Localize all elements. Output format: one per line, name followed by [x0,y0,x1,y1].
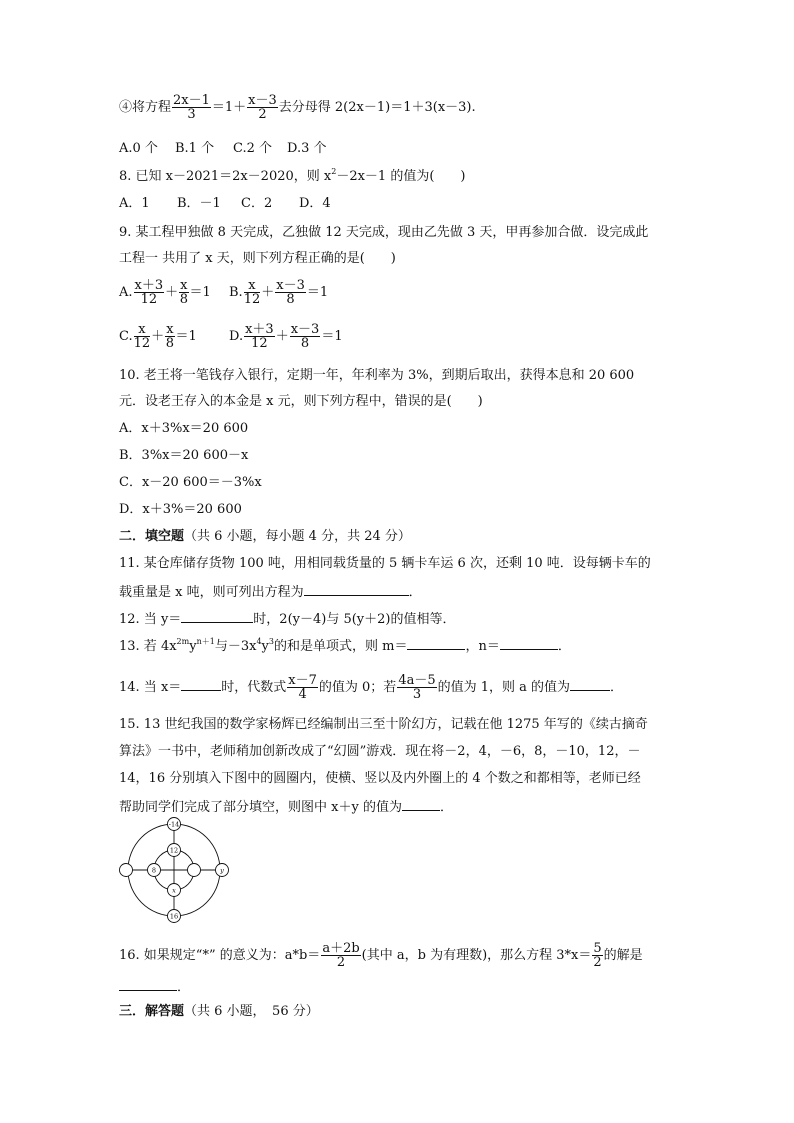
q15-line2: 算法》一书中，老师稍加创新改成了“幻圆”游戏．现在将－2，4，－6，8，－10，12，－ [119,744,641,759]
section-3-heading: 三．解答题（共 6 小题， 56 分） [119,1004,319,1019]
section-2-heading: 二．填空题（共 6 小题，每小题 4 分，共 24 分） [119,529,411,544]
option-c: C．2 [241,196,273,211]
q11-line1: 11. 某仓库储存货物 100 吨，用相同载货量的 5 辆卡车运 6 次，还剩 10 吨．设每辆卡车的 [119,556,651,571]
q9-line2: 工程一 共用了 x 天，则下列方程正确的是( ) [119,251,396,266]
answer-blank-a[interactable] [570,678,610,691]
q10-option-c: C．x－20 600＝－3%x [119,475,262,490]
option-c: C. $\frac{x}{12}$ ＋ $\frac{x}{8}$ ＝1 [119,322,197,351]
answer-blank-m[interactable] [407,637,465,650]
fraction: $\frac{4a-5}{3}$ [398,673,436,702]
option-a: A.0 个 [119,141,158,156]
q10-line1: 10. 老王将一笔钱存入银行，定期一年，年利率为 3%，到期后取出，获得本息和 20 600 [119,368,635,383]
q7-item4: ④将方程 $\frac{2x-1}{3}$ ＝1＋ $\frac{x-3}{2}$ 去分母得 2(2x－1)＝1＋3(x－3). [119,93,476,122]
magic-circle-figure [118,816,232,924]
node-outer-left [120,864,133,877]
answer-blank[interactable] [402,798,440,811]
option-b: B. $\frac{x}{12}$ ＋ $\frac{x-3}{8}$ ＝1 [229,278,329,307]
q10-option-d: D．x＋3%＝20 600 [119,502,242,517]
q9-options-cd [119,323,343,350]
q14: 14. 当 x＝ 时，代数式 $\frac{x-7}{4}$ 的值为 0；若 $\frac{4a-5}{3}$ 的值为 1，则 a 的值为 ． [119,673,624,702]
answer-blank[interactable] [119,978,177,991]
q15-line1: 15. 13 世纪我国的数学家杨辉已经编制出三至十阶幻方，记载在他 1275 年写的《续古摘奇 [119,717,648,732]
q8-options [119,196,331,212]
option-d: D．4 [299,196,331,211]
q15-line4: 帮助同学们完成了部分填空，则图中 x＋y 的值为 ． [119,800,453,815]
q16-line2: ． [119,978,190,996]
q15-line3: 14，16 分别填入下图中的圆圈内，使横、竖以及内外圈上的 4 个数之和都相等，老师已经 [119,771,641,786]
label-outer-right: y [220,866,224,875]
option-c: C.2 个 [233,141,273,156]
q16-line1: 16. 如果规定“*” 的意义为：a*b＝ $\frac{a+2b}{2}$ (其中 a，b 为有理数)，那么方程 3*x＝ $\frac{5}{2}$ 的解是 [119,941,643,970]
q7-options [119,141,327,157]
option-a: A．1 [119,196,150,211]
label-inner-bottom: x [172,886,176,895]
q10-line2: 元．设老王存入的本金是 x 元，则下列方程中，错误的是( ) [119,394,483,409]
option-b: B．－1 [177,196,221,211]
q13: 13. 若 $4x^{2m}y^{n+1}$与$-3x^4y^3$的和是单项式，则 m＝ ，n＝ ． [119,637,571,654]
option-d: D.3 个 [287,141,327,156]
q10-option-b: B．3%x＝20 600－x [119,448,249,463]
option-d: D. $\frac{x+3}{12}$ ＋ $\frac{x-3}{8}$ ＝1 [229,322,343,351]
fraction: $\frac{a+2b}{2}$ [322,941,360,970]
fraction: $\frac{5}{2}$ [593,941,602,970]
answer-blank[interactable] [304,583,409,596]
label-inner-top: 12 [169,846,179,855]
answer-blank[interactable] [181,610,253,623]
q9-line1: 9. 某工程甲独做 8 天完成，乙独做 12 天完成，现由乙先做 3 天，甲再参加合做．设完成此 [119,225,649,240]
fraction: $\frac{2x-1}{3}$ [173,93,210,122]
node-inner-right [188,864,201,877]
q12: 12. 当 y＝ 时，2(y－4)与 5(y＋2)的值相等． [119,612,456,627]
label-inner-left: 8 [151,866,157,875]
q11-line2: 载重量是 x 吨，则可列出方程为 ． [119,585,422,600]
label-outer-bottom: 16 [169,912,179,921]
q9-options-ab [119,279,328,306]
fraction: $\frac{x-7}{4}$ [288,673,317,702]
fraction: $\frac{x-3}{2}$ [248,93,277,122]
option-b: B.1 个 [175,141,215,156]
label-outer-top: -14 [168,820,180,829]
q10-option-a: A．x＋3%x＝20 600 [119,421,249,436]
option-a: A. $\frac{x+3}{12}$ ＋ $\frac{x}{8}$ ＝1 [119,278,211,307]
answer-blank-n[interactable] [500,637,558,650]
q8-stem: 8. 已知 x－2021＝2x－2020，则 $x^2-2x-1$ 的值为( ) [119,167,466,184]
answer-blank-x[interactable] [181,678,221,691]
